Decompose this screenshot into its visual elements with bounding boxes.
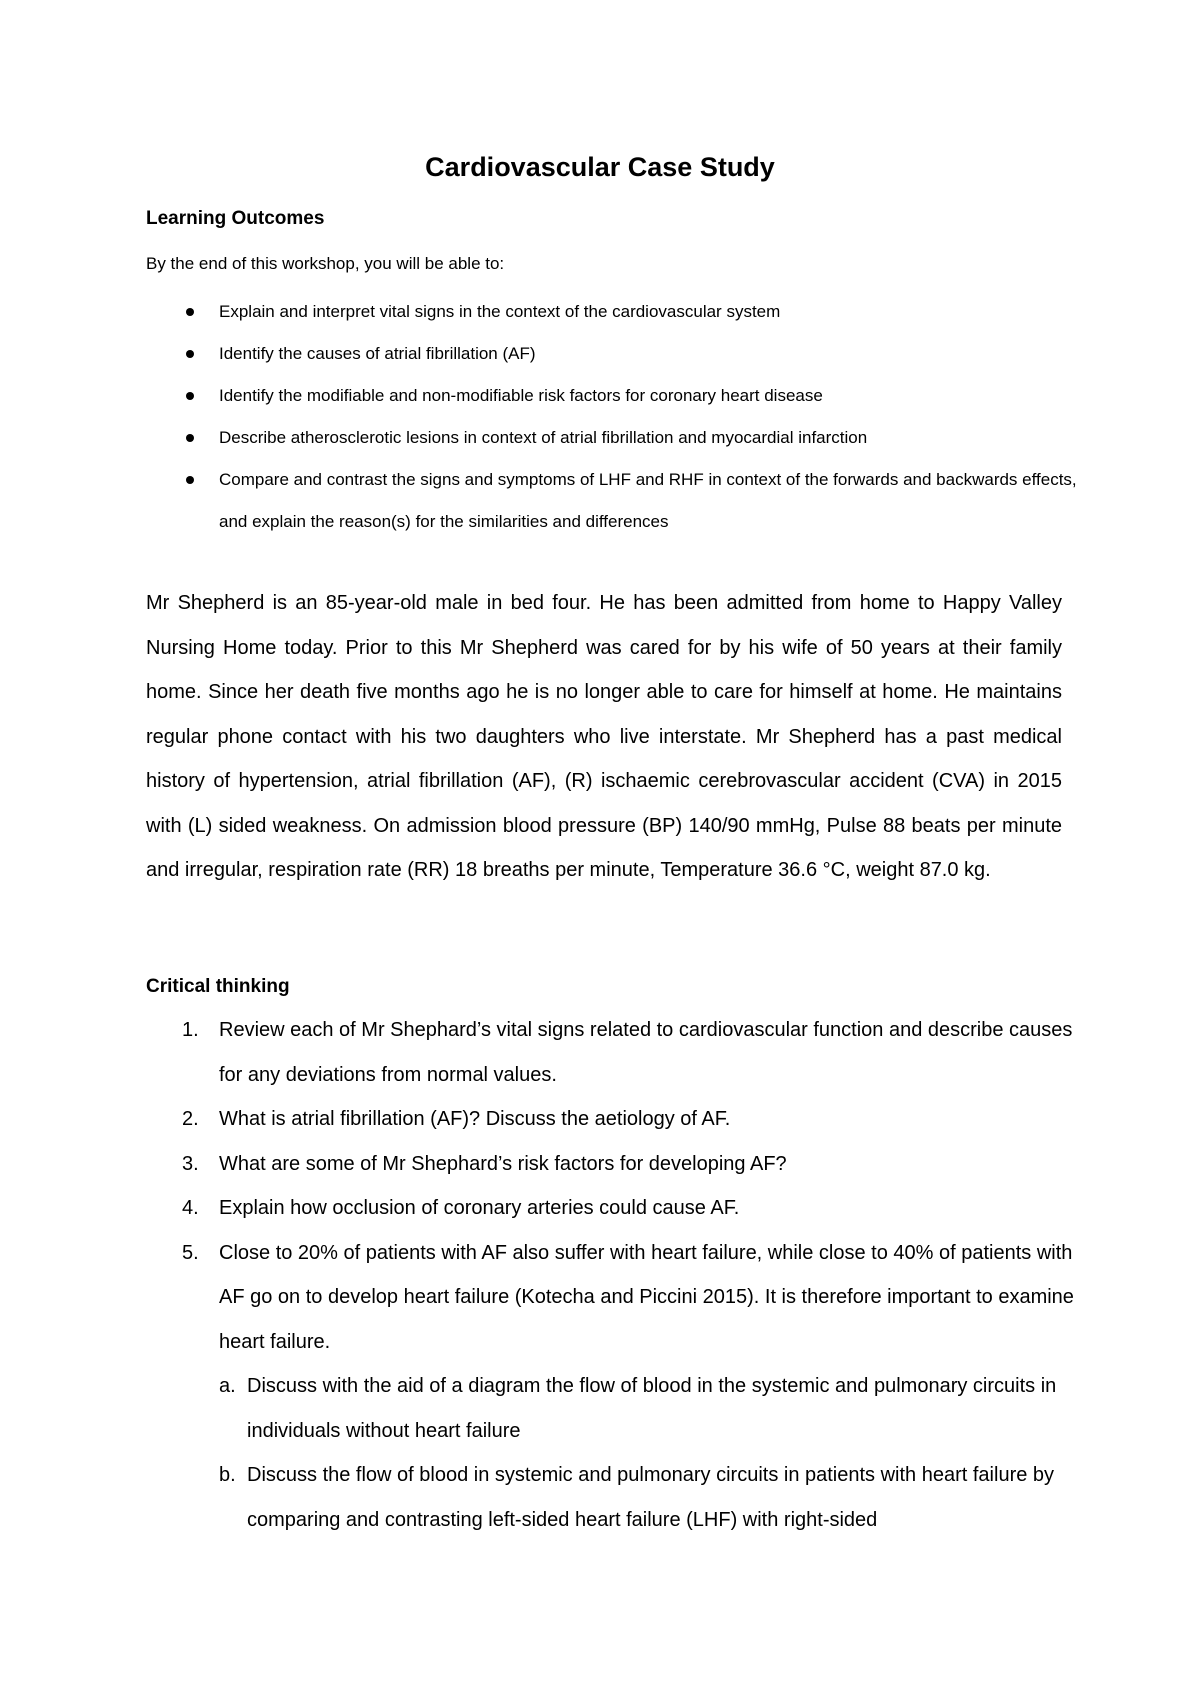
page-title: Cardiovascular Case Study: [425, 152, 775, 182]
sub-question-item: [219, 1364, 1076, 1453]
list-item: [146, 417, 1096, 459]
bullet-icon: [186, 392, 194, 400]
sub-question-text: Discuss the flow of blood in systemic and pulmonary circuits in patients with heart failure by comparing and contrasting left-sided heart failure (LHF) with right-sided: [247, 1464, 1055, 1531]
list-item-text: Identify the modifiable and non-modifiable risk factors for coronary heart disease: [219, 386, 823, 405]
critical-thinking-heading: Critical thinking: [146, 976, 290, 997]
case-description: Mr Shepherd is an 85-year-old male in bed four. He has been admitted from home to Happy Valley Nursing Home today. Prior to this Mr Shepherd was cared for by his wife of 50 years at their family home. Since her death five months ago he is no longer able to care for himself at home. He maintains regular phone contact with his two daughters who live interstate. Mr Shepherd has a past medical history of hypertension, atrial fibrillation (AF), (R) ischaemic cerebrovascular accident (CVA) in 2015 with (L) sided weakness. On admission blood pressure (BP) 140/90 mmHg, Pulse 88 beats per minute and irregular, respiration rate (RR) 18 breaths per minute, Temperature 36.6 °C, weight 87.0 kg.: [146, 592, 1062, 881]
question-item: [146, 1097, 1076, 1142]
list-item: [146, 333, 1096, 375]
question-text: What is atrial fibrillation (AF)? Discuss the aetiology of AF.: [219, 1108, 731, 1130]
list-item: [146, 459, 1096, 543]
bullet-icon: [186, 434, 194, 442]
sub-questions: [219, 1364, 1076, 1542]
sub-question-item: [219, 1453, 1076, 1542]
question-text: What are some of Mr Shephard’s risk factors for developing AF?: [219, 1152, 787, 1175]
question-number: 2.: [182, 1108, 199, 1130]
list-item-text: Explain and interpret vital signs in the context of the cardiovascular system: [219, 302, 781, 321]
list-item: [146, 375, 1096, 417]
question-text: Review each of Mr Shephard’s vital signs related to cardiovascular function and describe causes for any deviations from normal values.: [219, 1019, 1073, 1086]
bullet-icon: [186, 476, 194, 484]
question-item: [146, 1186, 1076, 1231]
bullet-icon: [186, 350, 194, 358]
question-text: Close to 20% of patients with AF also suffer with heart failure, while close to 40% of patients with AF go on to develop heart failure (Kotecha and Piccini 2015). It is therefore important to examine heart failure.: [219, 1241, 1074, 1353]
learning-outcomes-list: [146, 291, 1096, 543]
list-item-text: Describe atherosclerotic lesions in context of atrial fibrillation and myocardial infarction: [219, 428, 868, 447]
critical-thinking-questions: [146, 1008, 1076, 1542]
question-number: 3.: [182, 1152, 199, 1175]
question-item: [146, 1008, 1076, 1097]
sub-question-text: Discuss with the aid of a diagram the flow of blood in the systemic and pulmonary circuits in individuals without heart failure: [247, 1375, 1057, 1442]
question-item: [146, 1231, 1076, 1543]
learning-outcomes-intro: By the end of this workshop, you will be able to:: [146, 254, 505, 273]
question-number: 5.: [182, 1241, 199, 1264]
sub-question-letter: a.: [219, 1375, 236, 1397]
learning-outcomes-heading: Learning Outcomes: [146, 208, 325, 229]
question-number: 4.: [182, 1197, 199, 1219]
bullet-icon: [186, 308, 194, 316]
question-text: Explain how occlusion of coronary arteries could cause AF.: [219, 1197, 740, 1219]
list-item-text: Identify the causes of atrial fibrillation (AF): [219, 344, 536, 363]
question-number: 1.: [182, 1019, 199, 1041]
list-item-text: Compare and contrast the signs and symptoms of LHF and RHF in context of the forwards and backwards effects, and explain the reason(s) for the similarities and differences: [219, 470, 1077, 531]
sub-question-letter: b.: [219, 1464, 236, 1486]
question-item: [146, 1142, 1076, 1187]
list-item: [146, 291, 1096, 333]
